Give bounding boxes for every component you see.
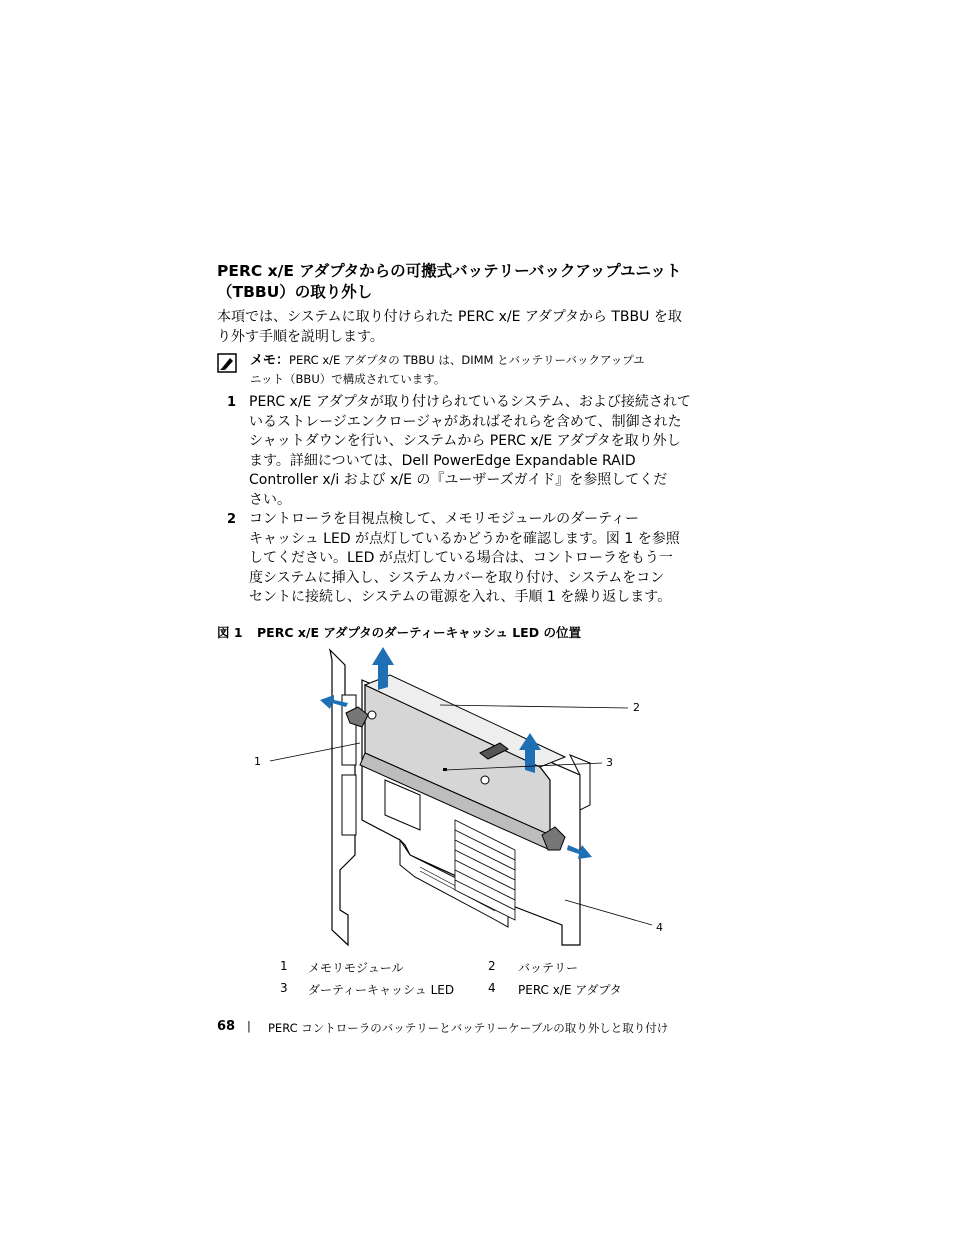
page-number: 68	[217, 1019, 236, 1034]
module-screw	[368, 711, 376, 719]
heading-line-1: PERC x/E アダプタからの可搬式バッテリーバックアップユニット	[217, 262, 682, 280]
figure-caption	[217, 623, 581, 641]
legend-label-3: ダーティーキャッシュ LED	[308, 983, 455, 997]
intro-paragraph	[217, 307, 717, 347]
legend-label-4: PERC x/E アダプタ	[518, 983, 622, 997]
figure-caption-text: PERC x/E アダプタのダーティーキャッシュ LED の位置	[257, 625, 581, 640]
step-1-line: いるストレージエンクロージャがあればそれらを含めて、制御された	[249, 413, 682, 430]
intro-line-1: 本項では、システムに取り付けられた PERC x/E アダプタから TBBU を取	[217, 309, 682, 325]
step-1-line: さい。	[249, 491, 291, 508]
note-line-2: ニット（BBU）で構成されています。	[250, 372, 446, 386]
note-pencil-icon	[217, 353, 237, 373]
chapter-title: PERC コントローラのバッテリーとバッテリーケーブルの取り外しと取り付け	[268, 1021, 669, 1035]
note-line-1	[250, 351, 720, 370]
legend-label-2: バッテリー	[518, 961, 579, 975]
step-number: 2	[227, 512, 237, 527]
step-1-line: PERC x/E アダプタが取り付けられているシステム、および接続されて	[249, 394, 691, 410]
step-1-line: ます。詳細については、Dell PowerEdge Expandable RAID	[249, 452, 636, 469]
module-screw	[481, 776, 489, 784]
step-2-line: 度システムに挿入し、システムカバーを取り付け、システムをコン	[249, 569, 665, 586]
figure-number: 図 1	[217, 625, 243, 640]
note-text-1: PERC x/E アダプタの TBBU は、DIMM とバッテリーバックアップユ	[289, 353, 645, 367]
step-2-line: してください。LED が点灯している場合は、コントローラをもう一	[249, 550, 673, 566]
step-2-line: コントローラを目視点検して、メモリモジュールのダーティー	[249, 511, 640, 527]
callout-1: 1	[254, 755, 261, 768]
intro-line-2: り外す手順を説明します。	[217, 329, 384, 345]
legend-num-2: 2	[488, 959, 496, 973]
step-number: 1	[227, 395, 237, 410]
step-1-line: Controller x/i および x/E の『ユーザーズガイド』を参照してくだ	[249, 472, 668, 488]
legend-label-1: メモリモジュール	[308, 961, 404, 975]
note-label: メモ：	[250, 353, 290, 368]
adapter-illustration	[250, 645, 670, 960]
bracket-slot	[342, 775, 356, 835]
legend-num-4: 4	[488, 981, 496, 995]
heading-line-2: （TBBU）の取り外し	[217, 283, 373, 301]
dirty-cache-led	[443, 768, 447, 771]
legend-num-3: 3	[280, 981, 288, 995]
callout-4: 4	[656, 921, 663, 934]
callout-2: 2	[633, 701, 640, 714]
legend-num-1: 1	[280, 959, 288, 973]
figure-legend	[280, 956, 680, 1000]
step-1-line: シャットダウンを行い、システムから PERC x/E アダプタを取り外し	[249, 433, 681, 449]
step-2-line: キャッシュ LED が点灯しているかどうかを確認します。図 1 を参照	[249, 530, 680, 547]
footer-separator: |	[247, 1019, 251, 1033]
step-2-line: セントに接続し、システムの電源を入れ、手順 1 を繰り返します。	[249, 589, 672, 605]
callout-3: 3	[606, 756, 613, 769]
section-heading	[217, 261, 717, 303]
